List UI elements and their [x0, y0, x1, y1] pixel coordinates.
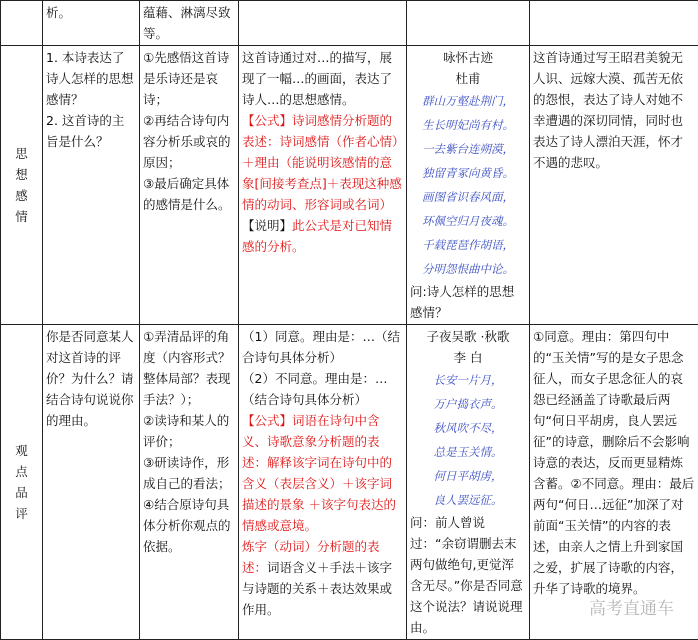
poem-title: 子夜吴歌 ·秋歌	[410, 326, 526, 347]
opinion-question: 你是否同意某人对这首诗的评价？为什么？请结合诗句说说你的理由。	[43, 325, 140, 640]
formula-1: 【公式】词语在诗句中含义、诗歌意象分析题的表述：解释该字词在诗句中的含义（表层含义）＋该字词描述的景象 ＋该字句表达的情感或意境。	[242, 410, 403, 536]
watermark: 高考直通车	[589, 594, 674, 619]
top-col1: 析。	[43, 1, 140, 46]
formula-2-text: 词语含义＋手法＋该字与诗题的关系＋表达效果或作用。	[242, 560, 392, 617]
formula-2-label: 炼字（动词）分析题的表述：	[242, 539, 380, 575]
row-opinion	[1, 325, 698, 640]
poem-author: 杜甫	[410, 68, 526, 89]
formula-title: 【公式】诗词感情分析题的表述：诗词感情（作者心情）＋理由（能说明该感情的意象[间接考查点]＋表现这种感情的动词、形容词或名词）	[242, 110, 403, 215]
poem-question: 问：前人曾说过：“余窃谓删去末两句做绝句,更觉浑含无尽。”你是否同意这个说法？请说说理由。	[410, 512, 526, 638]
opinion-answer: ①同意。理由：第四句中的“玉关情”写的是女子思念征人，而女子思念征人的哀怨已经涵盖了诗歌最后两句“何日平胡虏，良人罢远征”的诗意，删除后不会影响诗意的表达，反而更显精炼含蓄。②不同意。理由：最后两句“何日…远征”加深了对前面“玉关情”的内容的表述，由亲人之情上升到家国之爱，扩展了诗歌的内容，升华了诗歌的境界。	[530, 325, 698, 640]
thought-questions: 1. 本诗表达了诗人怎样的思想感情？ 2. 这首诗的主旨是什么？	[43, 46, 140, 325]
thought-answer: 这首诗通过写王昭君美貌无人识、远嫁大漠、孤苦无依的怨恨，表达了诗人对她不幸遭遇的深切同情，同时也表达了诗人漂泊天涯，怀才不遇的悲叹。	[530, 46, 698, 325]
opinion-formula: （1）同意。理由是：…（结合诗句具体分析） （2）不同意。理由是：…（结合诗句具体分析） 【公式】词语在诗句中含义、诗歌意象分析题的表述：解释该字词在诗句中的含义（表层含义）＋该字词描述的景象 ＋该字句表达的情感或意境。 炼字（动词）分析题的表述：词语含义＋手法＋该字与诗题的关系＋表达效果或作用。	[239, 325, 407, 640]
note-label: 【说明】	[242, 218, 292, 233]
poem-author: 李 白	[410, 347, 526, 368]
row-thought	[1, 46, 698, 325]
thought-formula: 这首诗通过对…的描写，展现了一幅…的画面，表达了诗人…的思想感情。 【公式】诗词感情分析题的表述：诗词感情（作者心情）＋理由（能说明该感情的意象[间接考查点]＋表现这种感情的动词、形容词或名词） 【说明】此公式是对已知情感的分析。	[239, 46, 407, 325]
top-col2: 蕴藉、淋漓尽致等。	[140, 1, 239, 46]
top-col5	[530, 1, 698, 46]
category-thought: 思 想 感 情	[1, 46, 43, 325]
note-text: 此公式是对已知情感的分析。	[242, 218, 392, 254]
poem-question: 问:诗人怎样的思想感情？	[410, 281, 526, 323]
poem-title: 咏怀古迹	[410, 47, 526, 68]
thought-poem: 咏怀古迹 杜甫 群山万壑赴荆门， 生长明妃尚有村。 一去紫台连朔漠， 独留青冢向黄昏。 画图省识春风面， 环佩空归月夜魂。 千载琵琶作胡语， 分明怨恨曲中论。 问:诗人怎样的思想感情？	[407, 46, 530, 325]
top-col3	[239, 1, 407, 46]
category-opinion: 观 点 品 评	[1, 325, 43, 640]
top-cat-cell	[1, 1, 43, 46]
top-col4	[407, 1, 530, 46]
thought-steps: ①先感悟这首诗是乐诗还是哀诗； ②再结合诗句内容分析乐或哀的原因； ③最后确定具体的感情是什么。	[140, 46, 239, 325]
top-row	[1, 1, 698, 46]
opinion-steps: ①弄清品评的角度（内容形式？整体局部？表现手法？）； ②读诗和某人的评价； ③研读诗作，形成自己的看法； ④结合原诗句具体分析你观点的依据。	[140, 325, 239, 640]
opinion-poem: 子夜吴歌 ·秋歌 李 白 长安一片月， 万户捣衣声。 秋风吹不尽， 总是玉关情。 何日平胡虏， 良人罢远征。 问：前人曾说过：“余窃谓删去末两句做绝句,更觉浑含无尽。”你是否同意这个说法？请说说理由。	[407, 325, 530, 640]
